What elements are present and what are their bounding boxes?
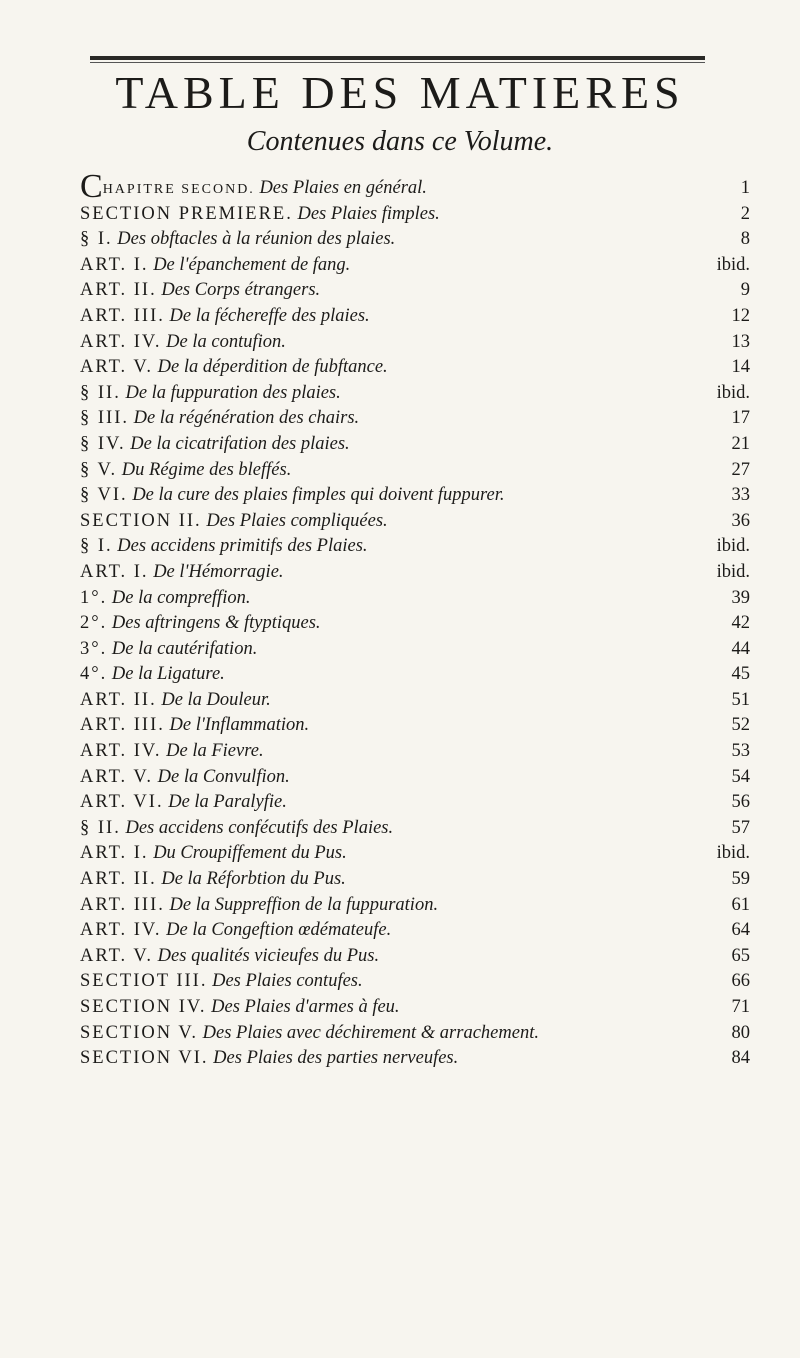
- toc-entry: [80, 355, 750, 381]
- toc-entry-label: [80, 355, 388, 381]
- toc-entry-title: De l'épanchement de fang.: [148, 254, 351, 275]
- toc-entry-label: [80, 739, 264, 765]
- toc-entry-title: Des Plaies des parties nerveufes.: [208, 1048, 459, 1069]
- toc-entry-label: [80, 560, 284, 586]
- toc-entry-label: [80, 304, 370, 330]
- toc-entry-heading: ART. V.: [80, 766, 154, 787]
- toc-entry: [80, 893, 750, 919]
- toc-entry-label: [80, 969, 363, 995]
- toc-page-number: ibid.: [716, 843, 750, 864]
- toc-entry-heading: SECTION VI.: [80, 1048, 209, 1069]
- toc-page-number: 57: [731, 817, 750, 838]
- toc-entry-heading: 3°.: [80, 638, 108, 659]
- toc-entry: [80, 765, 750, 791]
- toc-page-number: 1: [740, 178, 750, 198]
- top-rule: [90, 56, 705, 60]
- toc-entry-heading: ART. I.: [80, 843, 149, 864]
- toc-entry-heading: SECTION PREMIERE.: [80, 203, 293, 224]
- toc-entry-label: [80, 867, 346, 893]
- toc-entry: [80, 662, 750, 688]
- toc-entry: [80, 790, 750, 816]
- toc-entry: [80, 841, 750, 867]
- toc-entry-title: Des obftacles à la réunion des plaies.: [112, 229, 396, 250]
- toc-entry-title: De la Convulfion.: [153, 766, 290, 787]
- toc-entry: [80, 688, 750, 714]
- toc-page-number: 66: [731, 971, 750, 992]
- toc-entry-label: [80, 534, 368, 560]
- toc-entry-heading: [80, 168, 255, 205]
- toc-entry-label: [80, 637, 257, 663]
- toc-entry: [80, 739, 750, 765]
- toc-entry-title: De la Congeftion œdémateufe.: [161, 920, 392, 941]
- toc-page-number: 13: [731, 331, 750, 352]
- toc-entry-heading: ART. VI.: [80, 792, 164, 813]
- toc-entry: [80, 586, 750, 612]
- toc-entry-title: Des Corps étrangers.: [156, 280, 321, 301]
- toc-entry: [80, 458, 750, 484]
- toc-entry-heading: § V.: [80, 459, 118, 480]
- toc-entry-title: Des Plaies fimples.: [292, 203, 440, 224]
- toc-entry: [80, 918, 750, 944]
- toc-page-number: 80: [731, 1022, 750, 1043]
- toc-entry-heading: SECTION V.: [80, 1022, 199, 1043]
- toc-page-number: 27: [731, 459, 750, 480]
- toc-entry-label: [80, 611, 321, 637]
- toc-entry-heading: 1°.: [80, 587, 108, 608]
- toc-entry: [80, 483, 750, 509]
- page-subtitle: Contenues dans ce Volume.: [246, 126, 554, 157]
- toc-entry-label: [80, 432, 350, 458]
- toc-entry-label: [80, 483, 504, 509]
- toc-entry: [80, 278, 750, 304]
- toc-entry: [80, 969, 750, 995]
- toc-page-number: ibid.: [716, 382, 750, 403]
- toc-entry-label: [80, 586, 250, 612]
- toc-entry: [80, 253, 750, 279]
- toc-page-number: ibid.: [716, 536, 750, 557]
- toc-page-number: ibid.: [716, 561, 750, 582]
- toc-entry: [80, 1021, 750, 1047]
- drop-letter: C: [80, 168, 103, 205]
- toc-entry-heading: § IV.: [80, 433, 126, 454]
- toc-entry-title: Des accidens confécutifs des Plaies.: [120, 817, 394, 838]
- toc-entry-label: [80, 168, 427, 205]
- toc-entry-label: [80, 1021, 539, 1047]
- toc-page-number: 44: [731, 638, 750, 659]
- toc-page-number: 65: [731, 945, 750, 966]
- toc-page-number: 42: [731, 613, 750, 634]
- toc-entry: [80, 816, 750, 842]
- toc-entry-heading: ART. V.: [80, 945, 154, 966]
- toc-entry-label: [80, 918, 391, 944]
- toc-entry: [80, 330, 750, 356]
- toc-entry-title: De l'Inflammation.: [164, 715, 310, 736]
- toc-page-number: 9: [740, 280, 750, 301]
- toc-entry-label: [80, 1046, 458, 1072]
- toc-entry-title: De la Suppreffion de la fuppuration.: [164, 894, 439, 915]
- toc-entry-heading: ART. II.: [80, 869, 157, 890]
- toc-entry: [80, 534, 750, 560]
- toc-entry-title: De la cautérifation.: [107, 638, 258, 659]
- toc-entry-heading: § II.: [80, 817, 121, 838]
- toc-entry: [80, 867, 750, 893]
- toc-entry-heading: § I.: [80, 229, 113, 250]
- toc-entry-title: Des qualités vicieufes du Pus.: [153, 945, 380, 966]
- toc-page-number: 53: [731, 741, 750, 762]
- toc-entry-title: Des Plaies en général.: [254, 178, 427, 198]
- toc-page-number: 61: [731, 894, 750, 915]
- toc-page-number: 52: [731, 715, 750, 736]
- toc-entry-label: [80, 790, 287, 816]
- toc-entry-title: De la Fievre.: [161, 741, 264, 762]
- toc-entry: [80, 995, 750, 1021]
- toc-entry-label: [80, 944, 379, 970]
- toc-entry-title: De la contufion.: [161, 331, 286, 352]
- toc-entry-heading: 2°.: [80, 613, 108, 634]
- toc-entry-title: De la Ligature.: [107, 664, 225, 685]
- toc-page-number: 21: [731, 433, 750, 454]
- toc-entry-title: Du Régime des bleffés.: [117, 459, 292, 480]
- toc-page-number: 59: [731, 869, 750, 890]
- toc-entry-title: Des Plaies avec déchirement & arrachement.: [198, 1022, 539, 1043]
- toc-entry-heading: § II.: [80, 382, 121, 403]
- toc-entry: [80, 560, 750, 586]
- toc-entry-title: Des Plaies contufes.: [207, 971, 363, 992]
- toc-page-number: 33: [731, 485, 750, 506]
- toc-entry-title: De la féchereffe des plaies.: [164, 305, 370, 326]
- toc-entry-heading: ART. III.: [80, 894, 165, 915]
- toc-entry-label: [80, 253, 350, 279]
- toc-entry-heading: ART. IV.: [80, 920, 162, 941]
- toc-entry: [80, 304, 750, 330]
- toc-entry-heading: SECTION IV.: [80, 997, 207, 1017]
- toc-entry-heading: 4°.: [80, 664, 108, 685]
- toc-entry-label: [80, 330, 286, 356]
- toc-entry-title: Des Plaies d'armes à feu.: [206, 997, 400, 1017]
- toc-entry-label: [80, 688, 271, 714]
- toc-entry-heading: ART. IV.: [80, 741, 162, 762]
- table-of-contents: [80, 168, 750, 1072]
- toc-entry: [80, 227, 750, 253]
- toc-entry-title: De la cicatrifation des plaies.: [125, 433, 350, 454]
- toc-entry: [80, 1046, 750, 1072]
- toc-entry-heading: ART. IV.: [80, 331, 162, 352]
- toc-page-number: 56: [731, 792, 750, 813]
- toc-page-number: 39: [731, 587, 750, 608]
- toc-entry-heading: ART. II.: [80, 280, 157, 301]
- toc-page-number: 45: [731, 664, 750, 685]
- toc-entry-label: [80, 662, 225, 688]
- toc-entry-heading: SECTION II.: [80, 510, 202, 531]
- toc-entry-heading: ART. III.: [80, 715, 165, 736]
- toc-page-number: 84: [731, 1048, 750, 1069]
- toc-entry-title: De la Paralyfie.: [163, 792, 287, 813]
- toc-entry-title: Des aftringens & ftyptiques.: [107, 613, 321, 634]
- toc-entry: [80, 202, 750, 228]
- toc-entry-label: [80, 841, 347, 867]
- toc-page-number: 36: [731, 510, 750, 531]
- toc-entry-title: Du Croupiffement du Pus.: [148, 843, 347, 864]
- toc-page-number: 2: [740, 203, 750, 224]
- toc-entry: [80, 432, 750, 458]
- toc-entry: [80, 944, 750, 970]
- toc-entry-heading: SECTIOT III.: [80, 971, 208, 992]
- toc-page-number: 8: [740, 229, 750, 250]
- toc-entry: [80, 168, 750, 205]
- toc-entry-label: [80, 381, 341, 407]
- toc-entry-title: Des Plaies compliquées.: [201, 510, 388, 531]
- toc-page-number: 64: [731, 920, 750, 941]
- toc-entry-title: De la régénération des chairs.: [128, 408, 360, 429]
- toc-entry-title: De la fuppuration des plaies.: [120, 382, 341, 403]
- toc-entry-title: De la Douleur.: [156, 689, 271, 710]
- toc-entry: [80, 381, 750, 407]
- toc-entry-label: [80, 713, 309, 739]
- toc-page-number: 51: [731, 689, 750, 710]
- toc-entry-heading: ART. III.: [80, 305, 165, 326]
- toc-entry-title: De la déperdition de fubftance.: [153, 357, 388, 378]
- toc-entry-label: [80, 202, 440, 228]
- toc-page-number: 12: [731, 305, 750, 326]
- toc-entry-label: [80, 765, 290, 791]
- toc-page-number: 71: [731, 997, 750, 1017]
- page-title: TABLE DES MATIERES: [115, 67, 685, 118]
- toc-page-number: ibid.: [716, 254, 750, 275]
- toc-entry-title: De la compreffion.: [107, 587, 251, 608]
- toc-entry-label: [80, 278, 320, 304]
- toc-entry: [80, 713, 750, 739]
- toc-entry-label: [80, 893, 438, 919]
- toc-entry: [80, 406, 750, 432]
- toc-entry-title: De la Réforbtion du Pus.: [156, 869, 346, 890]
- toc-entry: [80, 637, 750, 663]
- toc-entry-title: De l'Hémorragie.: [148, 561, 284, 582]
- toc-entry-heading: § I.: [80, 536, 113, 557]
- toc-page-number: 54: [731, 766, 750, 787]
- toc-entry-label: [80, 227, 395, 253]
- toc-entry-heading-rest: HAPITRE SECOND.: [102, 182, 255, 197]
- toc-entry-heading: ART. I.: [80, 561, 149, 582]
- toc-entry-label: [80, 509, 388, 535]
- toc-entry-label: [80, 406, 359, 432]
- toc-entry-heading: ART. I.: [80, 254, 149, 275]
- toc-page-number: 17: [731, 408, 750, 429]
- toc-entry-heading: ART. V.: [80, 357, 154, 378]
- toc-entry-heading: § VI.: [80, 485, 128, 506]
- toc-entry-heading: ART. II.: [80, 689, 157, 710]
- toc-entry: [80, 509, 750, 535]
- toc-entry-title: De la cure des plaies fimples qui doivent fuppurer.: [127, 485, 505, 506]
- toc-entry-label: [80, 816, 393, 842]
- toc-page-number: 14: [731, 357, 750, 378]
- toc-entry: [80, 611, 750, 637]
- toc-entry-title: Des accidens primitifs des Plaies.: [112, 536, 368, 557]
- toc-entry-label: [80, 458, 291, 484]
- toc-entry-heading: § III.: [80, 408, 129, 429]
- toc-entry-label: [80, 995, 400, 1021]
